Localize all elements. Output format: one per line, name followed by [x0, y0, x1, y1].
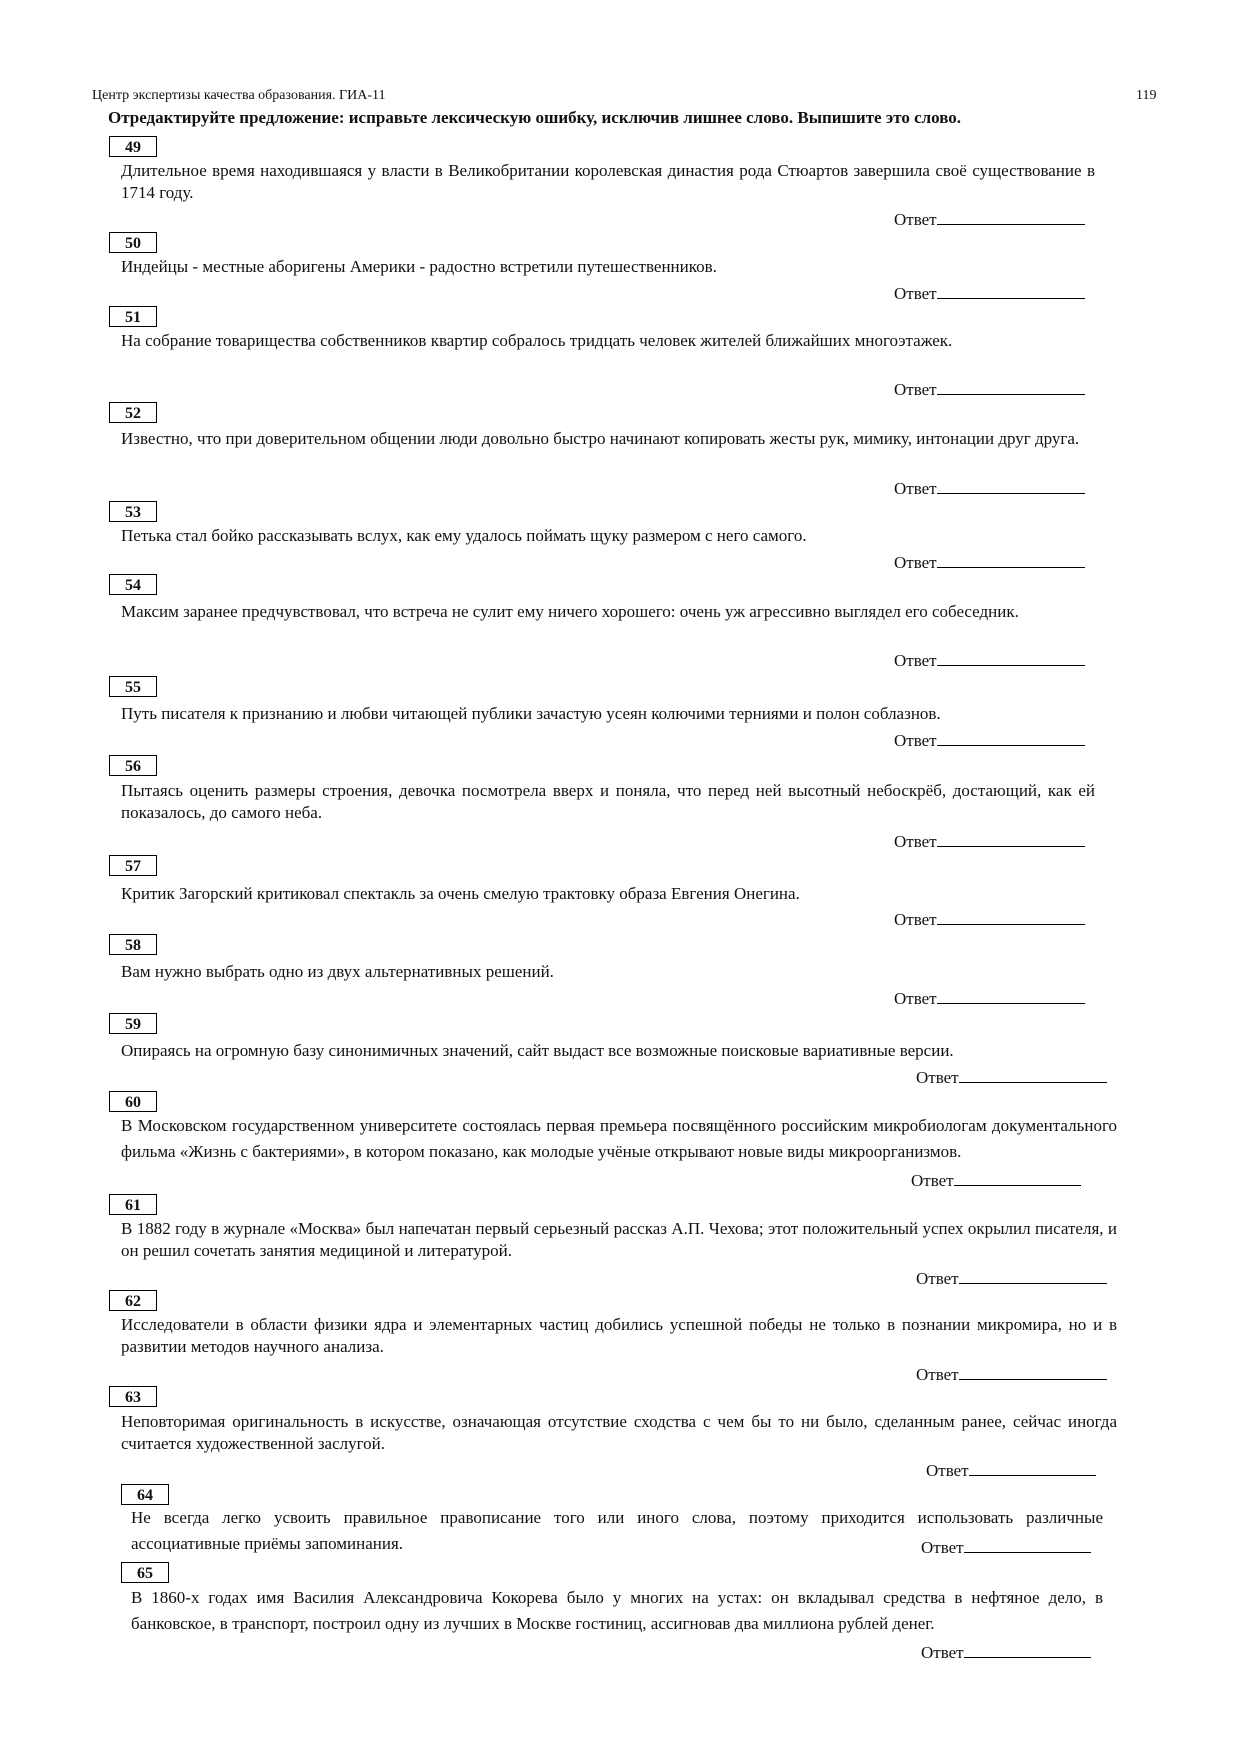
answer-line[interactable]	[959, 1361, 1107, 1380]
answer-label: Ответ	[894, 651, 937, 670]
answer-line[interactable]	[937, 376, 1085, 395]
task-text: Петька стал бойко рассказывать вслух, как ему удалось поймать щуку размером с него самого.	[121, 526, 807, 545]
answer-label: Ответ	[894, 910, 937, 929]
answer-label: Ответ	[894, 731, 937, 750]
answer-label: Ответ	[894, 553, 937, 572]
answer-field[interactable]	[894, 647, 1085, 671]
answer-line[interactable]	[937, 280, 1085, 299]
answer-label: Ответ	[926, 1461, 969, 1480]
answer-line[interactable]	[937, 206, 1085, 225]
answer-field[interactable]	[894, 206, 1085, 230]
answer-field[interactable]	[894, 376, 1085, 400]
task-number: 55	[109, 676, 157, 697]
answer-label: Ответ	[921, 1643, 964, 1662]
answer-label: Ответ	[894, 479, 937, 498]
task-text: В Московском государственном университете состоялась первая премьера посвящённого российским микробиологам документального фильма «Жизнь с бактериями», в котором показано, как молодые учёные открывают новые виды микроорганизмов.	[121, 1116, 1117, 1161]
task-text: Неповторимая оригинальность в искусстве, означающая отсутствие сходства с чем бы то ни было, сделанным ранее, сейчас иногда считается художественной заслугой.	[121, 1412, 1117, 1453]
task-number: 49	[109, 136, 157, 157]
answer-line[interactable]	[937, 647, 1085, 666]
answer-label: Ответ	[916, 1365, 959, 1384]
task-text: Индейцы - местные аборигены Америки - радостно встретили путешественников.	[121, 257, 717, 276]
answer-label: Ответ	[894, 832, 937, 851]
task-number: 54	[109, 574, 157, 595]
task-number: 61	[109, 1194, 157, 1215]
answer-label: Ответ	[911, 1171, 954, 1190]
answer-label: Ответ	[916, 1269, 959, 1288]
page-number: 119	[1136, 88, 1157, 103]
task-text: Опираясь на огромную базу синонимичных значений, сайт выдаст все возможные поисковые вариативные версии.	[121, 1041, 954, 1060]
task-number: 56	[109, 755, 157, 776]
answer-label: Ответ	[921, 1538, 964, 1557]
task-text: Вам нужно выбрать одно из двух альтернативных решений.	[121, 962, 554, 981]
answer-field[interactable]	[911, 1167, 1081, 1191]
answer-field[interactable]	[921, 1534, 1091, 1558]
task-text: На собрание товарищества собственников квартир собралось тридцать человек жителей ближайших многоэтажек.	[121, 331, 953, 350]
answer-line[interactable]	[937, 985, 1085, 1004]
task-text: Не всегда легко усвоить правильное правописание того или иного слова, поэтому приходится использовать различные ассоциативные приёмы запоминания.	[131, 1508, 1103, 1553]
answer-line[interactable]	[964, 1534, 1091, 1553]
task-text: Критик Загорский критиковал спектакль за очень смелую трактовку образа Евгения Онегина.	[121, 884, 800, 903]
answer-label: Ответ	[894, 380, 937, 399]
answer-line[interactable]	[937, 727, 1085, 746]
task-number: 57	[109, 855, 157, 876]
answer-line[interactable]	[937, 475, 1085, 494]
answer-field[interactable]	[894, 727, 1085, 751]
task-text: В 1860-х годах имя Василия Александровича Кокорева было у многих на устах: он вкладывал средства в нефтяное дело, в банковское, в транспорт, построил одну из лучших в Москве гостиниц, ассигновав два миллиона рублей денег.	[131, 1588, 1103, 1633]
answer-line[interactable]	[937, 828, 1085, 847]
task-number: 58	[109, 934, 157, 955]
task-text: Длительное время находившаяся у власти в Великобритании королевская династия рода Стюартов завершила своё существование в 1714 году.	[121, 161, 1095, 202]
task-number: 60	[109, 1091, 157, 1112]
answer-line[interactable]	[969, 1457, 1096, 1476]
answer-field[interactable]	[894, 906, 1085, 930]
task-text: Известно, что при доверительном общении люди довольно быстро начинают копировать жесты рук, мимику, интонации друг друга.	[121, 429, 1080, 448]
answer-field[interactable]	[894, 280, 1085, 304]
answer-label: Ответ	[916, 1068, 959, 1087]
task-instruction: Отредактируйте предложение: исправьте лексическую ошибку, исключив лишнее слово. Выпишите это слово.	[108, 108, 962, 127]
answer-line[interactable]	[959, 1064, 1107, 1083]
answer-field[interactable]	[916, 1361, 1107, 1385]
answer-field[interactable]	[926, 1457, 1096, 1481]
answer-line[interactable]	[964, 1639, 1091, 1658]
answer-line[interactable]	[954, 1167, 1081, 1186]
answer-line[interactable]	[937, 906, 1085, 925]
task-number: 63	[109, 1386, 157, 1407]
answer-line[interactable]	[959, 1265, 1107, 1284]
answer-label: Ответ	[894, 210, 937, 229]
answer-field[interactable]	[916, 1265, 1107, 1289]
answer-line[interactable]	[937, 549, 1085, 568]
task-number: 51	[109, 306, 157, 327]
task-number: 65	[121, 1562, 169, 1583]
answer-field[interactable]	[894, 828, 1085, 852]
answer-label: Ответ	[894, 989, 937, 1008]
task-text: Исследователи в области физики ядра и элементарных частиц добились успешной победы не только в познании микромира, но и в развитии методов научного анализа.	[121, 1315, 1117, 1356]
answer-field[interactable]	[894, 549, 1085, 573]
page-header-title: Центр экспертизы качества образования. ГИА-11	[92, 88, 386, 103]
task-text: Путь писателя к признанию и любви читающей публики зачастую усеян колючими терниями и полон соблазнов.	[121, 704, 941, 723]
task-number: 52	[109, 402, 157, 423]
answer-field[interactable]	[916, 1064, 1107, 1088]
task-text: Максим заранее предчувствовал, что встреча не сулит ему ничего хорошего: очень уж агрессивно выглядел его собеседник.	[121, 602, 1019, 621]
answer-label: Ответ	[894, 284, 937, 303]
answer-field[interactable]	[894, 985, 1085, 1009]
task-number: 50	[109, 232, 157, 253]
answer-field[interactable]	[921, 1639, 1091, 1663]
task-number: 62	[109, 1290, 157, 1311]
answer-field[interactable]	[894, 475, 1085, 499]
task-number: 53	[109, 501, 157, 522]
task-text: Пытаясь оценить размеры строения, девочка посмотрела вверх и поняла, что перед ней высотный небоскрёб, достающий, как ей показалось, до самого неба.	[121, 781, 1095, 822]
task-text: В 1882 году в журнале «Москва» был напечатан первый серьезный рассказ А.П. Чехова; этот положительный успех окрылил писателя, и он решил сочетать занятия медициной и литературой.	[121, 1219, 1117, 1260]
task-number: 64	[121, 1484, 169, 1505]
task-number: 59	[109, 1013, 157, 1034]
